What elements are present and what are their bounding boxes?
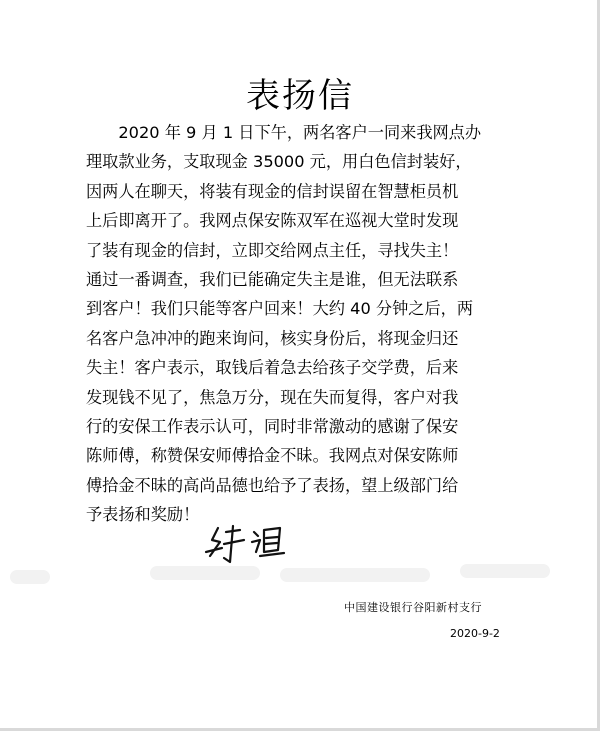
- letter-title: 表扬信: [246, 76, 354, 116]
- body-line: 失主！客户表示，取钱后着急去给孩子交学费，后来: [86, 358, 459, 378]
- body-line: 通过一番调查，我们已能确定失主是谁，但无法联系: [86, 270, 459, 290]
- handwritten-signature: [200, 522, 290, 572]
- body-line: 到客户！我们只能等客户回来！大约 40 分钟之后，两: [86, 299, 474, 319]
- letter-body: [86, 118, 506, 530]
- body-line: 行的安保工作表示认可，同时非常激动的感谢了保安: [86, 417, 459, 437]
- body-line: 上后即离开了。我网点保安陈双军在巡视大堂时发现: [86, 211, 459, 231]
- body-line: 了装有现金的信封，立即交给网点主任，寻找失主！: [86, 240, 459, 260]
- organization-name: 中国建设银行谷阳新村支行: [344, 601, 482, 614]
- body-line: 2020 年 9 月 1 日下午，两名客户一同来我网点办: [86, 123, 482, 142]
- letter-date: 2020-9-2: [450, 627, 500, 640]
- body-line: 名客户急冲冲的跑来询问，核实身份后，将现金归还: [86, 328, 459, 348]
- body-line: 陈师傅，称赞保安师傅拾金不昧。我网点对保安陈师: [86, 446, 459, 466]
- body-line: 理取款业务，支取现金 35000 元，用白色信封装好，: [86, 152, 472, 172]
- body-line: 傅拾金不昧的高尚品德也给予了表扬，望上级部门给: [86, 475, 459, 495]
- body-line: 发现钱不见了，焦急万分，现在失而复得，客户对我: [86, 387, 459, 407]
- body-line: 予表扬和奖励！: [86, 505, 200, 525]
- faint-show-through-marks: [0, 548, 600, 608]
- body-line: 因两人在聊天，将装有现金的信封误留在智慧柜员机: [86, 181, 459, 201]
